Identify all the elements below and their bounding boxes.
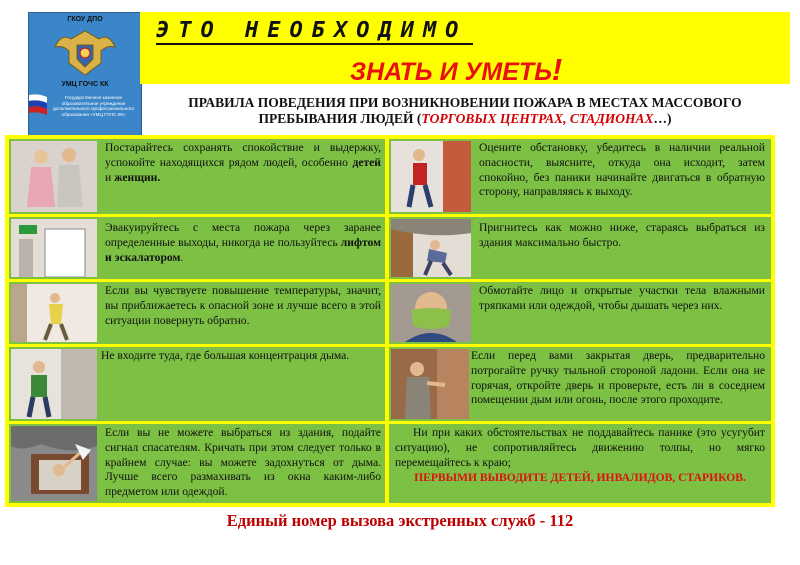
rule-7-a: Не входите туда, где большая концентрация дыма. (101, 349, 350, 362)
heat-icon (11, 284, 97, 342)
header-line-2 (350, 52, 562, 88)
exit-sign-icon (11, 219, 97, 277)
rule-4-a: Пригнитесь как можно ниже, стараясь выбраться из здания максимально быстро. (479, 221, 765, 249)
emergency-number: Единый номер вызова экстренных служб - 112 (226, 511, 574, 530)
rules-grid (5, 135, 775, 507)
rule-10-red: ПЕРВЫМИ ВЫВОДИТЕ ДЕТЕЙ, ИНВАЛИДОВ, СТАРИКОВ. (414, 471, 746, 484)
door-check-icon (391, 349, 469, 419)
rule-1-c: и (105, 170, 115, 184)
rule-5-a: Если вы чувствуете повышение температуры, значит, вы приближаетесь к опасной зоне и лучше всего в этой ситуации повернуть обратно. (105, 284, 381, 327)
rule-text-1 (105, 141, 381, 185)
logo-description: Государственное казенное образовательное учреждение дополнительного профессионального образования «УМЦ ГОЧС КК» (52, 95, 135, 117)
logo-bottom-text: УМЦ ГОЧС КК (61, 81, 109, 88)
header-line-2-text: ЗНАТЬ И УМЕТЬ (350, 58, 552, 86)
page-title (140, 95, 790, 127)
rule-text-5 (105, 284, 381, 328)
header-line-2-mark: ! (551, 52, 563, 87)
emblem-icon (51, 27, 119, 79)
rule-image-4 (391, 219, 471, 277)
rule-text-8 (471, 349, 765, 408)
people-icon (11, 141, 97, 212)
rule-6-a: Обмотайте лицо и открытые участки тела влажными тряпками или одеждой, чтобы дышать через них. (479, 284, 765, 312)
rule-image-6 (391, 284, 471, 342)
rule-image-3 (11, 219, 97, 277)
rule-3-c: . (180, 250, 184, 264)
rule-image-8 (391, 349, 469, 419)
rule-image-9 (11, 426, 97, 501)
rule-text-3 (105, 221, 381, 265)
rule-2-a: Оцените обстановку, убедитесь в наличии реальной опасности, выясните, откуда она исходит, затем спокойно, без паники начинайте двигаться в обратную сторону, направляясь к выходу. (479, 141, 765, 199)
rule-1-b1: детей (352, 155, 381, 169)
header-banner (140, 12, 790, 87)
walking-man-icon (391, 141, 471, 212)
rule-8-a: Если перед вами закрытая дверь, предварительно потрогайте ручку тыльной стороной ладони. Если она не горячая, откройте дверь и проверьте, есть ли в соседнем помещении дым или огонь, после этого проходите. (471, 349, 765, 407)
rule-text-4 (479, 221, 765, 251)
rule-1-a: Постарайтесь сохранять спокойствие и выдержку, успокойте находящихся рядом людей, особенно (105, 141, 381, 169)
rule-1-b2: женщин. (114, 170, 161, 184)
rule-10-a: Ни при каких обстоятельствах не поддавайтесь панике (это усугубит ситуацию), не сопротивляйтесь движению толпы, но мягко перемещайтесь к краю; (395, 426, 765, 469)
rule-text-6 (479, 284, 765, 314)
rule-text-2 (479, 141, 765, 200)
face-cloth-icon (391, 284, 471, 342)
title-emphasis: ТОРГОВЫХ ЦЕНТРАХ, СТАДИОНАХ (421, 111, 654, 126)
rule-3-b1: лифтом и эскалатором (105, 235, 381, 264)
rule-image-2 (391, 141, 471, 212)
rule-text-7 (101, 349, 381, 364)
title-main: ПРАВИЛА ПОВЕДЕНИЯ ПРИ ВОЗНИКНОВЕНИИ ПОЖАРА В МЕСТАХ МАССОВОГО ПРЕБЫВАНИЯ ЛЮДЕЙ ( (188, 95, 742, 126)
header-line-1: ЭТО НЕОБХОДИМО (156, 18, 473, 45)
logo-top-text: ГКОУ ДПО (67, 16, 103, 23)
rule-image-5 (11, 284, 97, 342)
rule-9-a: Если вы не можете выбраться из здания, подайте сигнал спасателям. Кричать при этом следует только в крайнем случае: вы можете задохнуться от дыма. Лучше всего размахивать из окна каким-либо предметом или одеждой. (105, 426, 381, 499)
smoke-room-icon (11, 349, 97, 419)
rule-image-1 (11, 141, 97, 212)
rule-3-a: Эвакуируйтесь с места пожара через заранее определенные выходы, никогда не пользуйтесь (105, 221, 381, 249)
crouching-man-icon (391, 219, 471, 277)
window-signal-icon (11, 426, 97, 501)
logo (28, 12, 142, 140)
rule-text-10 (395, 426, 765, 470)
title-tail: …) (653, 111, 672, 126)
flag-icon (29, 93, 47, 115)
rule-image-7 (11, 349, 97, 419)
rule-text-9 (105, 426, 381, 500)
